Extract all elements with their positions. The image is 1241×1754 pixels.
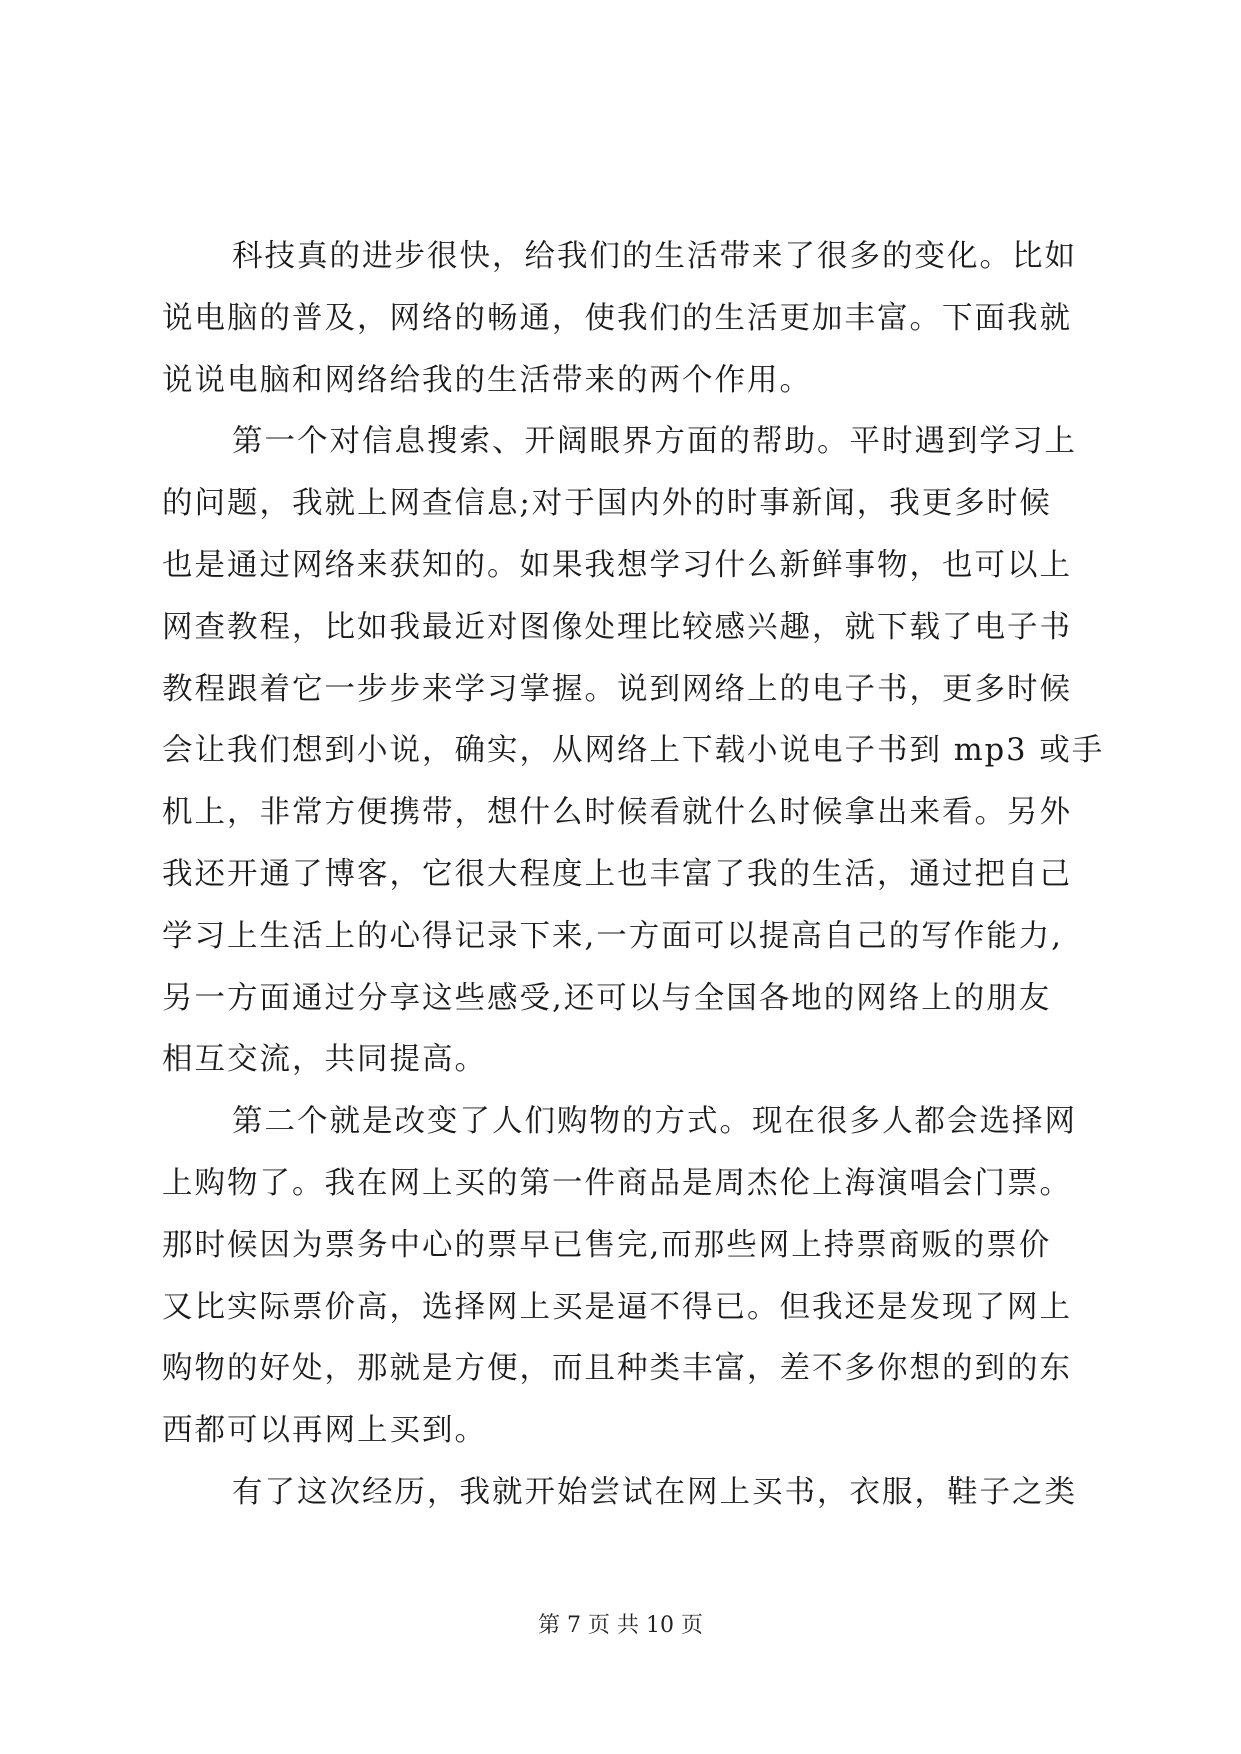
text-line: 说电脑的普及，网络的畅通，使我们的生活更加丰富。下面我就 [162,300,1072,336]
text-line: 学习上生活上的心得记录下来,一方面可以提高自己的写作能力, [162,918,1063,954]
paragraph-information-search [162,411,1105,1091]
text-line: 机上，非常方便携带，想什么时候看就什么时候拿出来看。另外 [162,795,1072,831]
document-body [162,226,1105,1524]
text-line: 会让我们想到小说，确实，从网络上下载小说电子书到 mp3 或手 [162,733,1105,769]
text-line: 第二个就是改变了人们购物的方式。现在很多人都会选择网 [232,1104,1077,1140]
text-line: 说说电脑和网络给我的生活带来的两个作用。 [162,362,812,398]
text-line: 又比实际票价高，选择网上买是逼不得已。但我还是发现了网上 [162,1289,1072,1325]
text-line: 相互交流，共同提高。 [162,1042,487,1078]
text-line: 上购物了。我在网上买的第一件商品是周杰伦上海演唱会门票。 [162,1165,1072,1201]
text-line: 有了这次经历，我就开始尝试在网上买书，衣服，鞋子之类 [232,1474,1077,1510]
text-line: 购物的好处，那就是方便，而且种类丰富，差不多你想的到的东 [162,1351,1072,1387]
text-line: 第一个对信息搜索、开阔眼界方面的帮助。平时遇到学习上 [232,424,1077,460]
text-line: 另一方面通过分享这些感受,还可以与全国各地的网络上的朋友 [162,980,1052,1016]
paragraph-intro [162,226,1082,411]
text-line: 教程跟着它一步步来学习掌握。说到网络上的电子书，更多时候 [162,671,1072,707]
paragraph-online-shopping [162,1091,1082,1462]
page-number-footer: 第 7 页 共 10 页 [538,1613,703,1638]
text-line: 西都可以再网上买到。 [162,1413,487,1449]
paragraph-experience [162,1462,1082,1524]
text-line: 科技真的进步很快，给我们的生活带来了很多的变化。比如 [232,239,1077,274]
text-line: 我还开通了博客，它很大程度上也丰富了我的生活，通过把自己 [162,856,1072,892]
text-line: 那时候因为票务中心的票早已售完,而那些网上持票商贩的票价 [162,1227,1052,1263]
text-line: 的问题，我就上网查信息;对于国内外的时事新闻，我更多时候 [162,486,1052,522]
text-line: 也是通过网络来获知的。如果我想学习什么新鲜事物，也可以上 [162,547,1072,583]
text-line: 网查教程，比如我最近对图像处理比较感兴趣，就下载了电子书 [162,609,1072,645]
